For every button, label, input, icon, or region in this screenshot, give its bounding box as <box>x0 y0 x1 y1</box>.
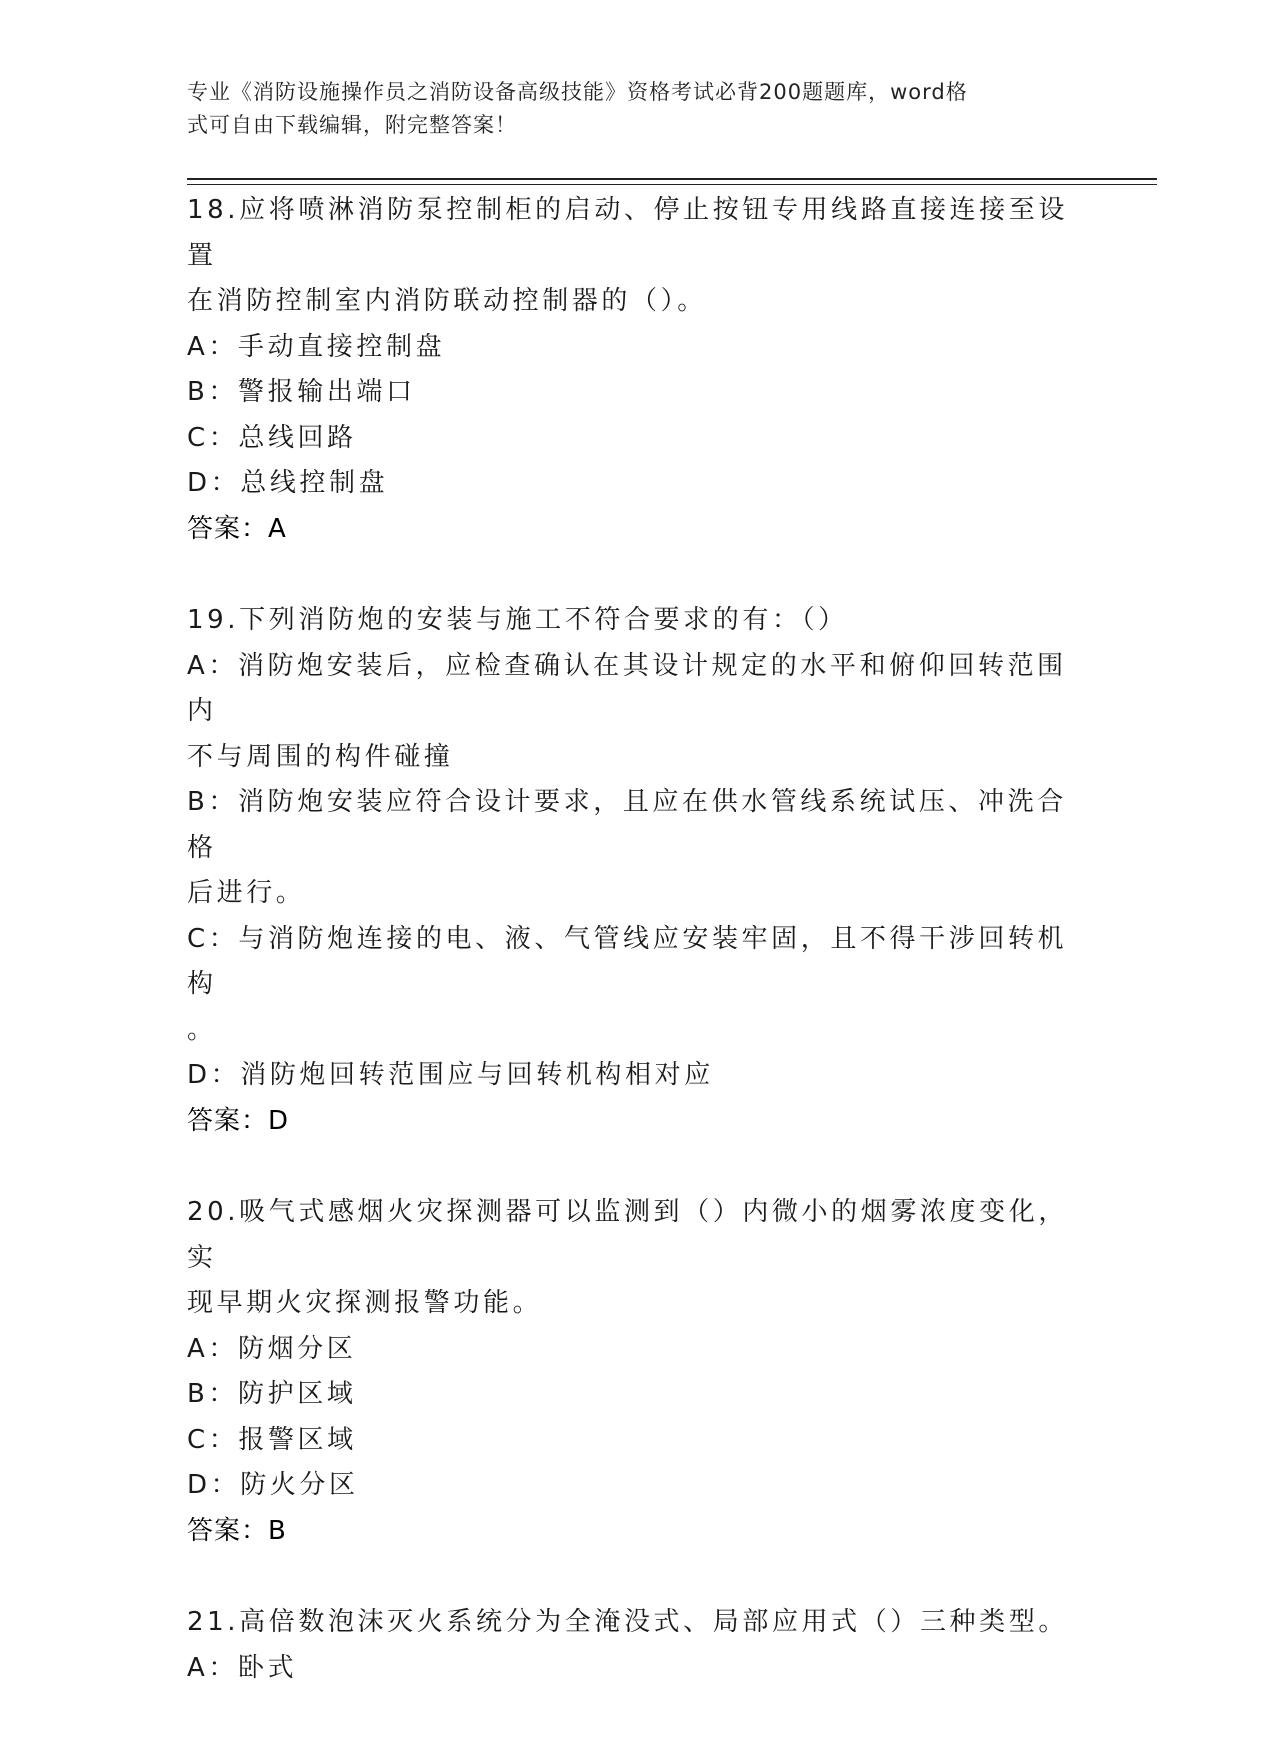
option-b: B：消防炮安装应符合设计要求，且应在供水管线系统试压、冲洗合格 <box>187 787 1067 863</box>
question-text: 21.高倍数泡沫灭火系统分为全淹没式、局部应用式（）三种类型。 <box>187 1607 1068 1637</box>
option-b: B：防护区域 <box>187 1379 357 1409</box>
question-20 <box>187 1190 1087 1554</box>
answer: 答案：B <box>187 1515 287 1546</box>
option-d: D：消防炮回转范围应与回转机构相对应 <box>187 1060 714 1090</box>
question-19 <box>187 598 1087 1144</box>
question-18 <box>187 188 1087 552</box>
option-a: A：手动直接控制盘 <box>187 331 446 362</box>
option-a: A：卧式 <box>187 1652 298 1683</box>
option-a-cont: 不与周围的构件碰撞 <box>187 741 454 772</box>
option-b: B：警报输出端口 <box>187 377 416 407</box>
question-text: 20.吸气式感烟火灾探测器可以监测到（）内微小的烟雾浓度变化，实 <box>187 1197 1068 1273</box>
header-divider-thick <box>187 178 1157 180</box>
question-text: 在消防控制室内消防联动控制器的（）。 <box>187 286 707 316</box>
answer: 答案：A <box>187 513 287 544</box>
header-line-1: 专业《消防设施操作员之消防设备高级技能》资格考试必背200题题库，word格 <box>187 80 968 104</box>
question-text: 18.应将喷淋消防泵控制柜的启动、停止按钮专用线路直接连接至设置 <box>187 195 1068 271</box>
question-text: 19.下列消防炮的安装与施工不符合要求的有：（） <box>187 605 848 635</box>
option-c: C：报警区域 <box>187 1424 357 1455</box>
answer: 答案：D <box>187 1105 290 1136</box>
option-c-cont: 。 <box>187 1014 217 1045</box>
document-header <box>187 76 1067 142</box>
question-text: 现早期火灾探测报警功能。 <box>187 1288 543 1318</box>
option-b-cont: 后进行。 <box>187 878 306 908</box>
header-divider-thin <box>187 184 1157 185</box>
header-line-2: 式可自由下载编辑，附完整答案！ <box>187 113 517 137</box>
option-c: C：与消防炮连接的电、液、气管线应安装牢固，且不得干涉回转机构 <box>187 923 1068 999</box>
option-a: A：消防炮安装后，应检查确认在其设计规定的水平和俯仰回转范围内 <box>187 650 1067 726</box>
question-list <box>187 188 1087 1737</box>
question-21 <box>187 1600 1087 1691</box>
option-d: D：防火分区 <box>187 1470 359 1500</box>
option-d: D：总线控制盘 <box>187 468 389 498</box>
option-c: C：总线回路 <box>187 422 357 453</box>
option-a: A：防烟分区 <box>187 1333 357 1364</box>
